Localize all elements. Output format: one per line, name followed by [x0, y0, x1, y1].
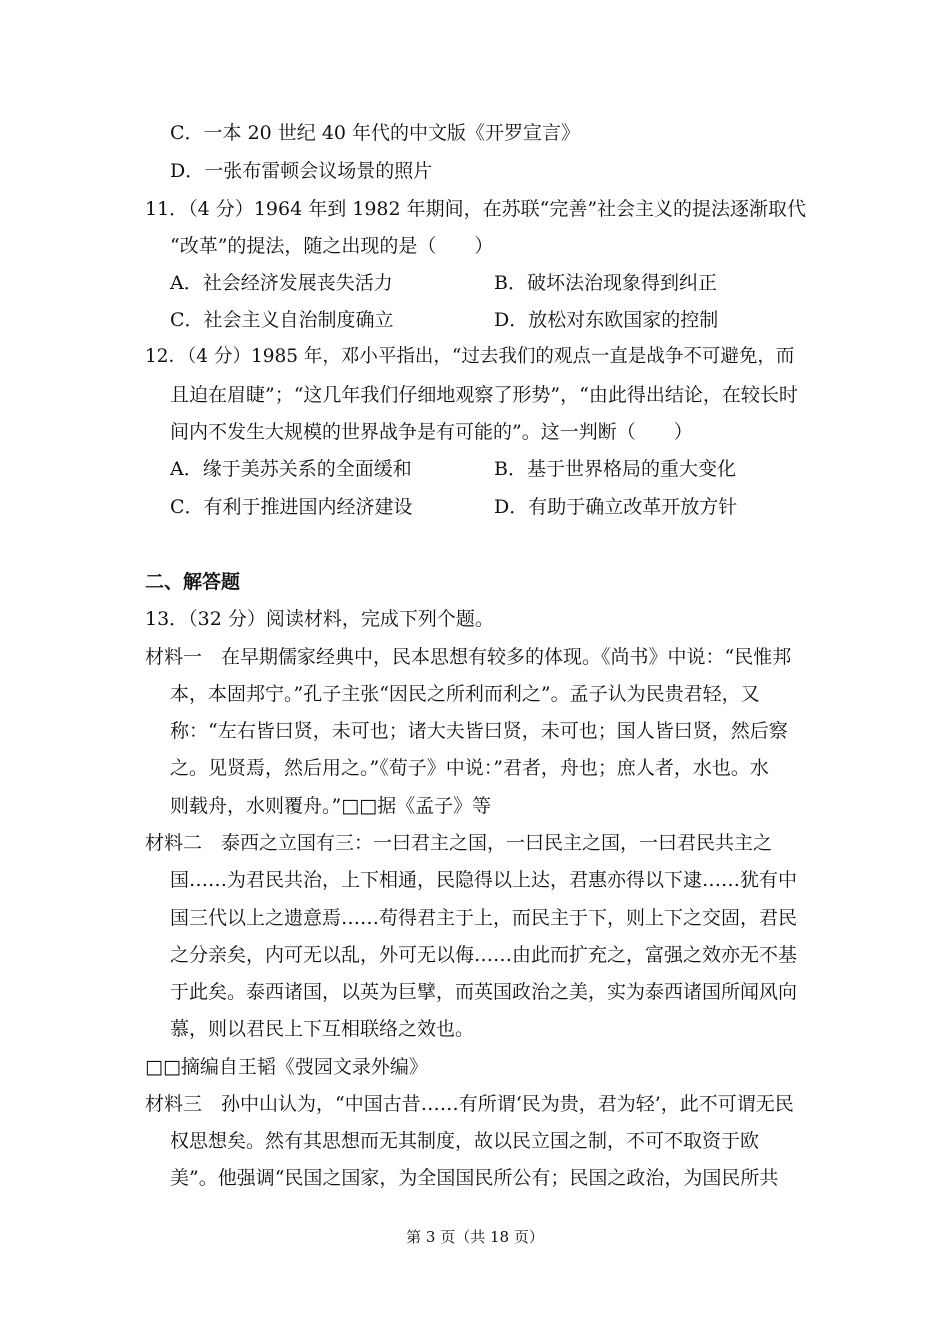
q12-stem-line2: 且迫在眉睫”；“这几年我们仔细地观察了形势”，“由此得出结论，在较长时: [170, 384, 798, 406]
q11-option-c: C．社会主义自治制度确立: [170, 309, 394, 331]
material2-line: 于此矣。泰西诸国，以英为巨擘，而英国政治之美，实为泰西诸国所闻风向: [170, 981, 798, 1003]
material2-line: 之分亲矣，内可无以乱，外可无以侮……由此而扩充之，富强之效亦无不基: [170, 944, 798, 966]
q11-option-a: A．社会经济发展丧失活力: [170, 272, 393, 294]
material3-line: 权思想矣。然有其思想而无其制度，故以民立国之制，不可不取资于欧: [170, 1130, 760, 1152]
material2-line: 慕，则以君民上下互相联络之效也。: [170, 1018, 475, 1040]
section-heading: 二、解答题: [145, 571, 241, 593]
material2-line: 国三代以上之遗意焉……苟得君主于上，而民主于下，则上下之交固，君民: [170, 907, 798, 929]
q12-option-c: C．有利于推进国内经济建设: [170, 496, 413, 518]
page-footer: 第 3 页（共 18 页）: [406, 1228, 544, 1246]
material2-line: 国……为君民共治，上下相通，民隐得以上达，君惠亦得以下逮……犹有中: [170, 869, 798, 891]
q11-option-d: D．放松对东欧国家的控制: [494, 309, 719, 331]
material1-line: 则载舟，水则覆舟。”□□据《孟子》等: [170, 795, 492, 817]
material1-line: 本，本固邦宁。”孔子主张“因民之所利而利之”。孟子认为民贵君轻，又: [170, 683, 760, 705]
q12-option-a: A．缘于美苏关系的全面缓和: [170, 458, 412, 480]
material2-line: 材料二 泰西之立国有三：一曰君主之国，一曰民主之国，一曰君民共主之: [145, 832, 773, 854]
q11-stem-line2: “改革”的提法，随之出现的是（ ）: [170, 235, 494, 257]
q13-intro: 13．（32 分）阅读材料，完成下列个题。: [145, 608, 494, 630]
q12-stem-line3: 间内不发生大规模的世界战争是有可能的”。这一判断（ ）: [170, 421, 693, 443]
q12-option-b: B．基于世界格局的重大变化: [494, 458, 736, 480]
material2-source: □□摘编自王韬《弢园文录外编》: [145, 1056, 428, 1078]
q10-option-c: C．一本 20 世纪 40 年代的中文版《开罗宣言》: [170, 122, 581, 144]
q11-option-b: B．破坏法治现象得到纠正: [494, 272, 717, 294]
material1-line: 称：“左右皆曰贤，未可也；诸大夫皆曰贤，未可也；国人皆曰贤，然后察: [170, 720, 788, 742]
material1-line: 材料一 在早期儒家经典中，民本思想有较多的体现。《尚书》中说：“民惟邦: [145, 646, 792, 668]
q12-option-d: D．有助于确立改革开放方针: [494, 496, 738, 518]
q10-option-d: D．一张布雷顿会议场景的照片: [170, 160, 433, 182]
material3-line: 美”。他强调“民国之国家，为全国国民所公有；民国之政治，为国民所共: [170, 1167, 779, 1189]
q11-stem-line1: 11．（4 分）1964 年到 1982 年期间，在苏联“完善”社会主义的提法逐渐取代: [145, 198, 807, 220]
material1-line: 之。见贤焉，然后用之。”《荀子》中说：”君者，舟也；庶人者，水也。水: [170, 757, 769, 779]
q12-stem-line1: 12．（4 分）1985 年，邓小平指出，“过去我们的观点一直是战争不可避免，而: [145, 346, 795, 367]
material3-line: 材料三 孙中山认为，“中国古昔……有所谓‘民为贵，君为轻’，此不可谓无民: [145, 1093, 794, 1115]
